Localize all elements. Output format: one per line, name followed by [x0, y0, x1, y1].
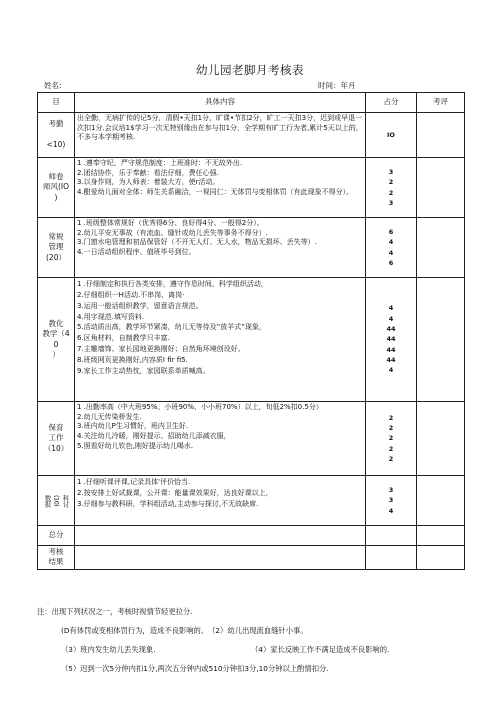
list-item: 1 .仔细制定和执行各类安排，遵守作息时间，科学组织活动， — [77, 280, 268, 288]
section-category: 常规 管理 (20） — [38, 218, 75, 278]
review-cell[interactable] — [417, 402, 465, 476]
note-item: （5）迟到一次5分仲内扣1分,两次五分钟内或510分钟扣3分,10分钟以上酌情扣分. — [61, 663, 329, 673]
result-row — [38, 546, 465, 570]
section-content — [75, 402, 366, 476]
section-category: 考勤 <10) — [38, 113, 75, 158]
list-item: 4.酣爱幼儿面对全体：师生关系融洽，一视同仁：无体罚与变相体罚（有此现象不得分）。 — [77, 187, 354, 196]
list-item: 1 .出勤率高（中大班95%、小班90%、小小班70%）以上，旬低2%扣0.5分） — [77, 403, 323, 411]
total-review[interactable] — [417, 526, 465, 546]
section-category: 科讨 (10) 数报 — [38, 476, 75, 526]
section-score: IO — [366, 113, 417, 158]
list-item: 3.仔细参与教科研，学科组活动,主动参与探讨,不无故缺席. — [77, 500, 259, 509]
list-item: 2.按安排上好试裁课，公开课：能量课效果好，达良好课以上， — [77, 489, 273, 498]
list-item: 2.仔细组织一H活动.不串岗、离岗· — [77, 290, 185, 299]
list-item: 2.团结协作，乐于奉献：看法仔细，费任心强. — [77, 168, 219, 177]
list-item: 7.主雕墙饰、家长园地更换刚好；自然角环境创设好。 — [77, 345, 245, 354]
note-item: (D有体罚或变相体罚行为，造成不良影响的。 — [61, 625, 209, 635]
assessment-table — [37, 92, 465, 570]
header-review: 考评 — [417, 93, 465, 113]
total-value[interactable] — [75, 526, 366, 546]
section-content — [75, 218, 366, 278]
header-category: 目 — [38, 93, 75, 113]
result-value[interactable] — [75, 546, 366, 570]
name-label: 姓名: — [44, 81, 62, 90]
list-item: 5.活动质出高，教学环节紧凑，幼儿无等待及“放羊式”现象， — [77, 323, 266, 332]
result-label: 考核 结果 — [38, 546, 75, 570]
header-content: 具体内容 — [75, 93, 366, 113]
section-score: 3 3 4 — [366, 476, 417, 526]
review-cell[interactable] — [417, 218, 465, 278]
list-item: 9.家长工作主动热忱，家园联系单质喊高。 — [77, 366, 210, 375]
list-item: 1 .仔细听课评课,记录具体'评价恰当. — [77, 478, 191, 486]
note-intro: 注：出现下列状况之一，考核时视情节轻更拉分. — [37, 607, 193, 616]
list-item: 4.用字现范.填写资料. — [77, 312, 145, 321]
list-item: 2.幼儿平安无事故（有流血、缝针或幼儿丢失等事务不得分）. — [77, 228, 268, 237]
total-row — [38, 526, 465, 546]
total-label: 总分 — [38, 526, 75, 546]
section-score: 3 2 2 3 — [366, 158, 417, 218]
section-content — [75, 158, 366, 218]
note-item: （3）班内发生幼儿丢失现象. — [61, 644, 156, 654]
section-category: 保育 工作 （10） — [38, 402, 75, 476]
list-item: 出全勤，无病扩传的记5分，清假•天扣1分，旷课•节扣2分，旷工一天扣3分，迟到或早退一次扣1分.会议培1$学习一次无特别缘由在参与扣1分，全学期有旷工行为者,累计5天以上的，不多与本学期考核. — [77, 114, 363, 142]
list-item: 2.幼儿无传染桥发生. — [77, 412, 142, 421]
section-content — [75, 113, 366, 158]
section-row — [38, 476, 465, 526]
list-item: 3.班内幼儿P生习惯好，班内卫生好. — [77, 422, 189, 431]
note-item: （4）家长反映工作不满足造成不良影响的. — [251, 644, 390, 654]
total-score[interactable] — [366, 526, 417, 546]
section-row — [38, 158, 465, 218]
list-item: 5.照看好幼儿钦色,刚好提示幼儿喝水. — [77, 441, 194, 450]
header-row — [38, 93, 465, 113]
list-item: 4.一日活动组织程序、值班毕号到位。 — [77, 247, 196, 256]
section-row — [38, 218, 465, 278]
page-title: 幼儿园老脚月考核表 — [196, 63, 304, 77]
notes-section — [37, 603, 467, 679]
review-cell[interactable] — [417, 113, 465, 158]
section-score: 4 4 44 44 44 44 4 — [366, 278, 417, 402]
list-item: 1 .遵奉守纪，严守规范制度：上班准时：不无故外出. — [77, 159, 243, 167]
result-review[interactable] — [417, 546, 465, 570]
time-label: 时间：年月 — [318, 81, 356, 90]
list-item: 4.关注幼儿冷暖，刚好提示、招助幼儿添减衣服， — [77, 431, 231, 440]
review-cell[interactable] — [417, 158, 465, 218]
section-row — [38, 402, 465, 476]
section-row — [38, 278, 465, 402]
result-score[interactable] — [366, 546, 417, 570]
list-item: 8.班级网页更换刚好,内容质I fir fi5. — [77, 355, 188, 364]
list-item: 6.区角材料，自制教学只丰富. — [77, 334, 170, 343]
section-score: 6 4 4 6 — [366, 218, 417, 278]
list-item: 3.运用一般话组织教学，留意语言规范。 — [77, 301, 203, 310]
review-cell[interactable] — [417, 278, 465, 402]
section-content — [75, 476, 366, 526]
list-item: 1 .班级整体常规好（优秀得6分、良好得4分、一般得2分）。 — [77, 219, 264, 227]
review-cell[interactable] — [417, 476, 465, 526]
section-category: 教化 教学（40 ） — [38, 278, 75, 402]
list-item: 3.门窗水电管理和初品保管好（不开无人灯、无人水，物品无损坏、丢失等）. — [77, 238, 317, 247]
list-item: 3.以身作则，为人师表：着装大方，使r活动。 — [77, 178, 220, 187]
note-item: （2）幼儿出现流血缝针小事。 — [208, 625, 308, 635]
section-score: 2 2 2 2 2 — [366, 402, 417, 476]
section-category: 师卷 师风(IO ) — [38, 158, 75, 218]
section-content — [75, 278, 366, 402]
header-score: 占分 — [366, 93, 417, 113]
section-row — [38, 113, 465, 158]
